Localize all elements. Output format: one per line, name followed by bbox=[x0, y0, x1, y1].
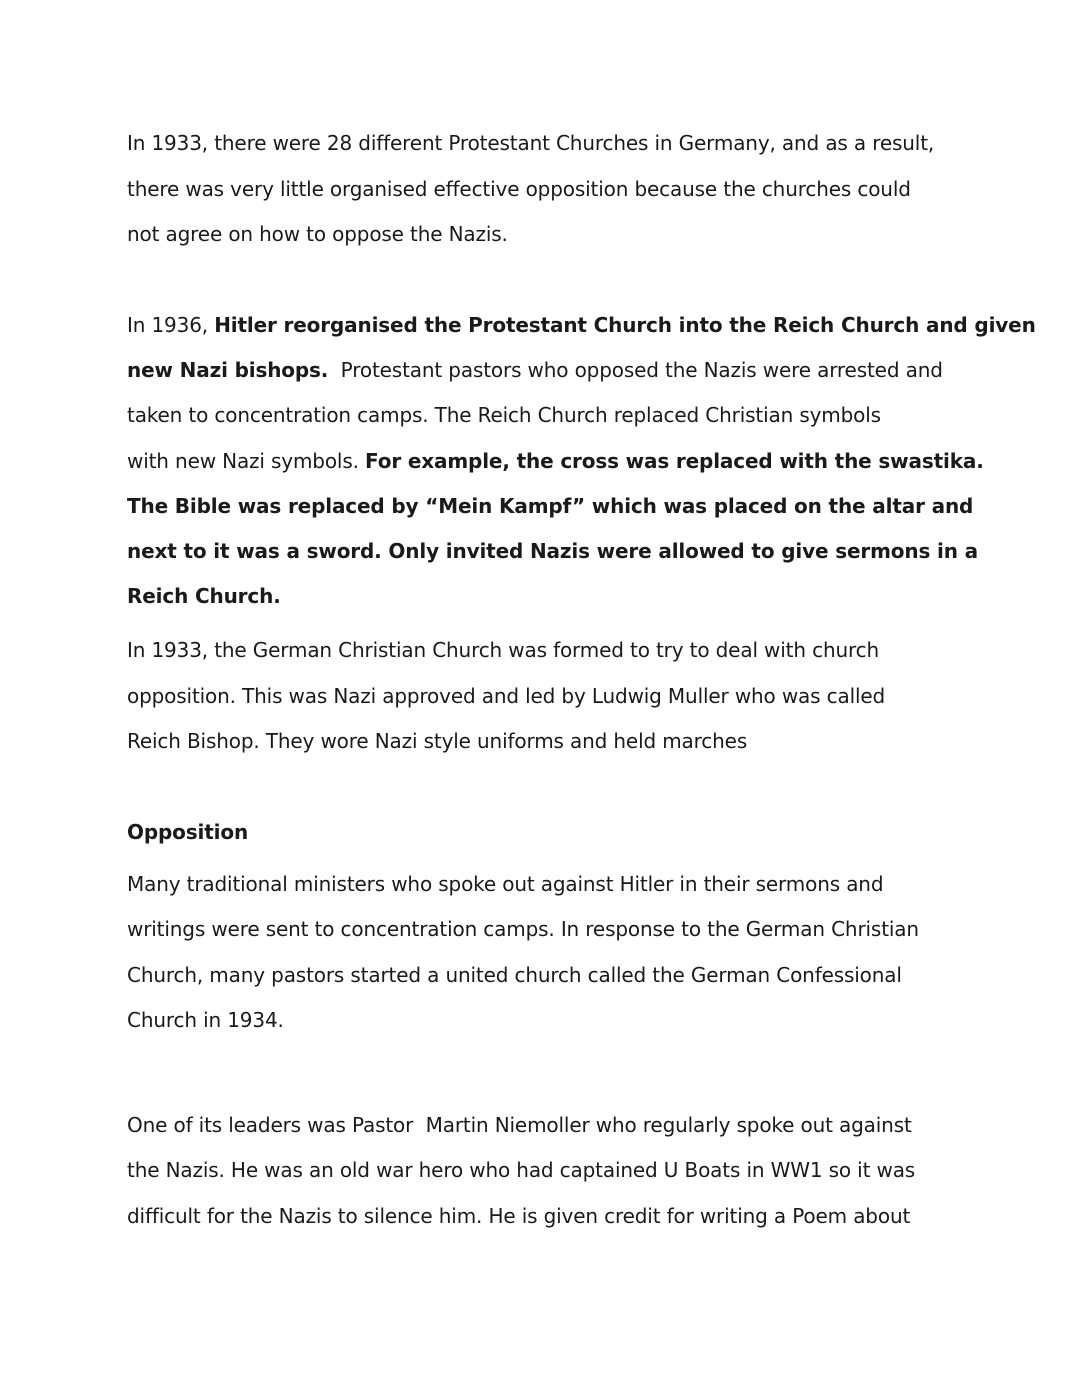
p4-line-3: Church, many pastors started a united church called the German Confessional bbox=[127, 963, 902, 987]
p2-line-4 bbox=[127, 448, 984, 474]
p4-line-4: Church in 1934. bbox=[127, 1008, 284, 1032]
p2-line-7: Reich Church. bbox=[127, 584, 281, 608]
p2-line-4-lead: with new Nazi symbols. bbox=[127, 449, 366, 473]
p4-line-1: Many traditional ministers who spoke out against Hitler in their sermons and bbox=[127, 872, 884, 896]
p4-line-2: writings were sent to concentration camps. In response to the German Christian bbox=[127, 917, 919, 941]
p2-line-1 bbox=[127, 312, 1036, 338]
p2-line-3: taken to concentration camps. The Reich Church replaced Christian symbols bbox=[127, 403, 881, 427]
p2-line-1-lead: In 1936, bbox=[127, 313, 215, 337]
p2-line-2-bold: new Nazi bishops. bbox=[127, 358, 329, 382]
p2-line-1-bold: Hitler reorganised the Protestant Church into the Reich Church and given bbox=[214, 313, 1036, 337]
p2-line-2-rest: Protestant pastors who opposed the Nazis were arrested and bbox=[328, 358, 943, 382]
p2-line-2 bbox=[127, 357, 943, 383]
p1-line-1: In 1933, there were 28 different Protestant Churches in Germany, and as a result, bbox=[127, 131, 935, 155]
p3-line-2: opposition. This was Nazi approved and led by Ludwig Muller who was called bbox=[127, 684, 886, 708]
p2-line-6: next to it was a sword. Only invited Nazis were allowed to give sermons in a bbox=[127, 539, 978, 563]
p2-line-4-bold: For example, the cross was replaced with the swastika. bbox=[365, 449, 984, 473]
section-heading-opposition: Opposition bbox=[127, 820, 249, 844]
p2-line-5: The Bible was replaced by “Mein Kampf” which was placed on the altar and bbox=[127, 494, 974, 518]
p1-line-2: there was very little organised effective opposition because the churches could bbox=[127, 177, 911, 201]
p3-line-3: Reich Bishop. They wore Nazi style uniforms and held marches bbox=[127, 729, 748, 753]
p5-line-2: the Nazis. He was an old war hero who had captained U Boats in WW1 so it was bbox=[127, 1158, 916, 1182]
p3-line-1: In 1933, the German Christian Church was formed to try to deal with church bbox=[127, 638, 879, 662]
p1-line-3: not agree on how to oppose the Nazis. bbox=[127, 222, 508, 246]
p5-line-3: difficult for the Nazis to silence him. He is given credit for writing a Poem about bbox=[127, 1204, 911, 1228]
p5-line-1: One of its leaders was Pastor Martin Niemoller who regularly spoke out against bbox=[127, 1113, 912, 1137]
